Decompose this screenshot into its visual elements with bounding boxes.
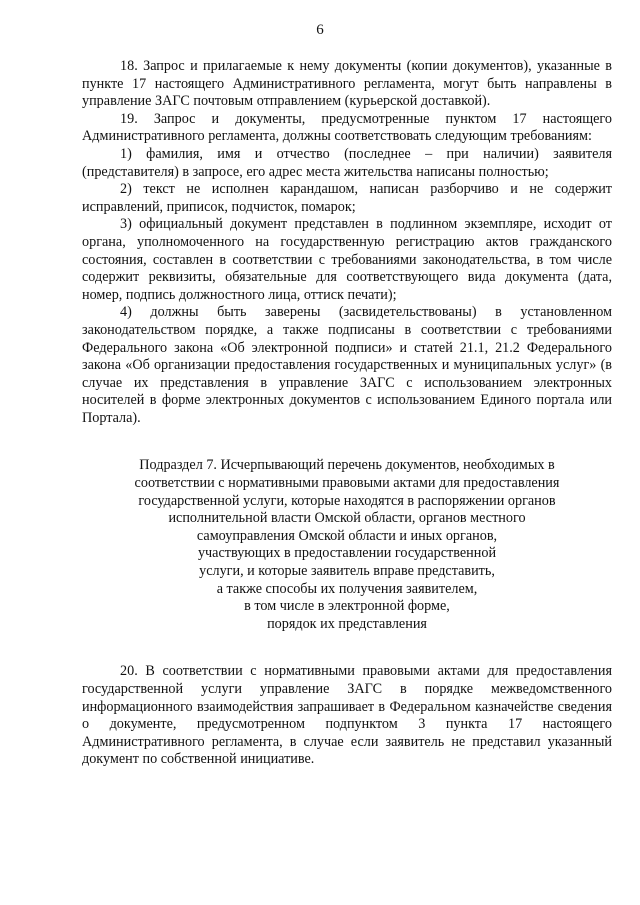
heading-line: исполнительной власти Омской области, органов местного — [168, 510, 526, 527]
requirement-1: 1) фамилия, имя и отчество (последнее – при наличии) заявителя (представителя) в запросе, его адрес места жительства написаны полностью; — [82, 145, 612, 180]
heading-line: услуги, и которые заявитель вправе представить, — [199, 563, 495, 580]
heading-line: в том числе в электронной форме, — [244, 598, 450, 615]
requirement-3: 3) официальный документ представлен в подлинном экземпляре, исходит от органа, уполномоченного на государственную регистрацию актов гражданского состояния, составлен в соответствии с требованиями законодательства, в том числе содержит реквизиты, обязательные для соответствующего вида документа (дата, номер, подпись должностного лица, оттиск печати); — [82, 216, 612, 303]
document-body — [82, 58, 612, 769]
subsection-7-heading — [82, 457, 612, 633]
heading-line: порядок их представления — [267, 615, 427, 632]
paragraph-19: 19. Запрос и документы, предусмотренные пунктом 17 настоящего Административного регламента, должны соответствовать следующим требованиям: — [82, 110, 612, 145]
requirement-2: 2) текст не исполнен карандашом, написан разборчиво и не содержит исправлений, приписок, подчисток, помарок; — [82, 181, 612, 215]
heading-line: участвующих в предоставлении государственной — [197, 545, 497, 562]
paragraph-20: 20. В соответствии с нормативными правовыми актами для предоставления государственной услуги управление ЗАГС в порядке межведомственного информационного взаимодействия запрашивает в Федеральном казначействе сведения о документе, предусмотренном подпунктом 3 пункта 17 настоящего Административного регламента, в случае если заявитель не представил указанный документ по собственной инициативе. — [82, 663, 612, 768]
requirement-4: 4) должны быть заверены (засвидетельствованы) в установленном законодательством порядке, а также подписаны в соответствии с требованиями Федерального закона «Об электронной подписи» и статей 21.1, 21.2 Федерального закона «Об организации предоставления государственных и муниципальных услуг» (в случае их представления в управление ЗАГС с использованием электронных носителей в форме электронных документов с использованием Единого портала или Портала). — [82, 304, 612, 426]
heading-line: Подраздел 7. Исчерпывающий перечень документов, необходимых в — [139, 457, 555, 474]
heading-line: самоуправления Омской области и иных органов, — [196, 527, 498, 544]
page-number: 6 — [316, 22, 324, 38]
heading-line: а также способы их получения заявителем, — [216, 580, 478, 597]
heading-line: государственной услуги, которые находятся в распоряжении органов — [138, 492, 556, 509]
heading-line: соответствии с нормативными правовыми актами для предоставления — [134, 475, 560, 492]
paragraph-18: 18. Запрос и прилагаемые к нему документы (копии документов), указанные в пункте 17 настоящего Административного регламента, могут быть направлены в управление ЗАГС почтовым отправлением (курьерской доставкой). — [82, 58, 612, 110]
